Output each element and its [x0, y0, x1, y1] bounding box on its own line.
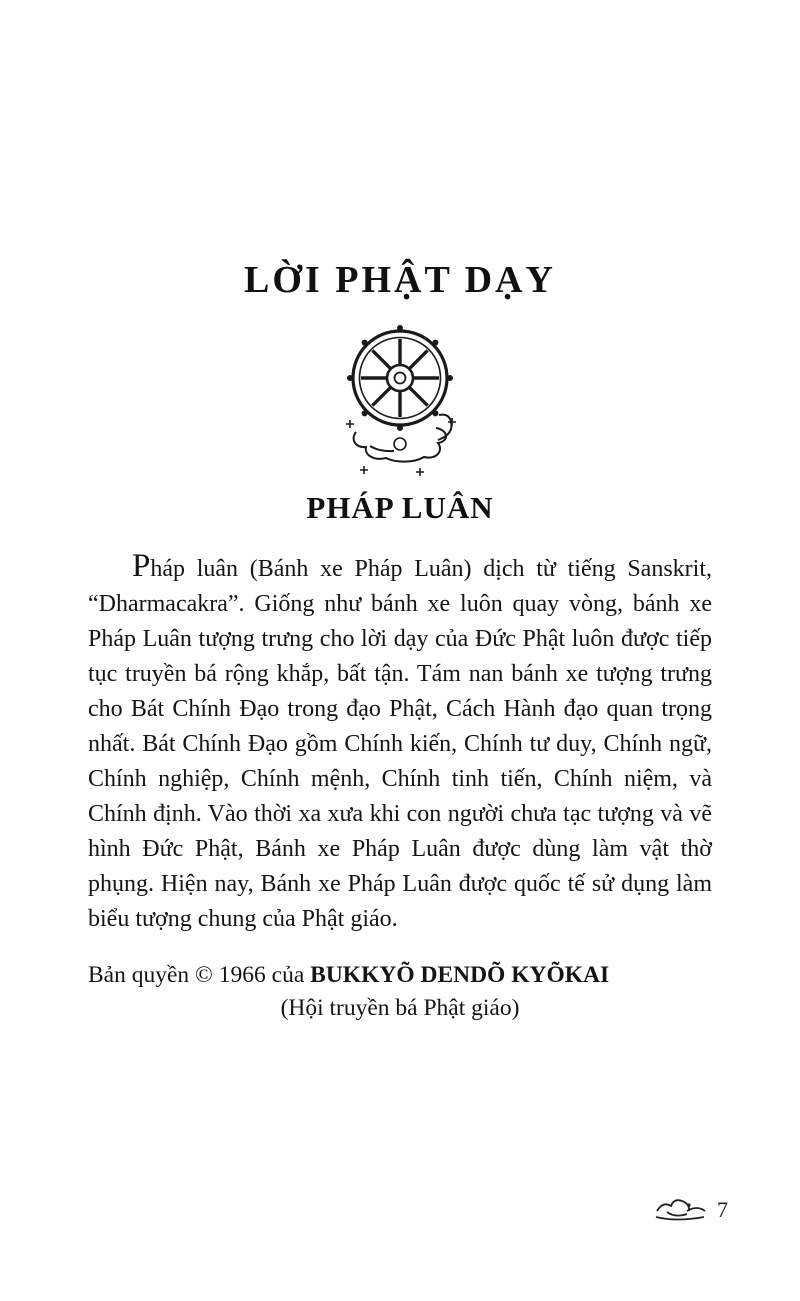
bird-flourish-icon	[653, 1197, 709, 1223]
page-title: LỜI PHẬT DẠY	[244, 259, 556, 301]
copyright-line	[88, 959, 712, 991]
copyright-subline: (Hội truyền bá Phật giáo)	[280, 995, 520, 1021]
copyright-prefix: Bản quyền © 1966 của	[88, 962, 311, 988]
body-paragraph	[88, 548, 712, 937]
page-number: 7	[717, 1197, 728, 1222]
section-heading: PHÁP LUÂN	[306, 490, 494, 525]
copyright-owner: BUKKYÕ DENDÕ KYÕKAI	[310, 962, 610, 988]
dharma-wheel-illustration	[0, 320, 800, 478]
dropcap-initial: P	[132, 548, 151, 584]
page-footer	[653, 1197, 728, 1223]
dharma-wheel-icon	[320, 320, 480, 478]
body-text: háp luân (Bánh xe Pháp Luân) dịch từ tiếng Sanskrit, “Dharmacakra”. Giống như bánh xe luôn quay vòng, bánh xe Pháp Luân tượng trưng cho lời dạy của Đức Phật luôn được tiếp tục truyền bá rộng khắp, bất tận. Tám nan bánh xe tượng trưng cho Bát Chính Đạo trong đạo Phật, Cách Hành đạo quan trọng nhất. Bát Chính Đạo gồm Chính kiến, Chính tư duy, Chính ngữ, Chính nghiệp, Chính mệnh, Chính tinh tiến, Chính niệm, và Chính định. Vào thời xa xưa khi con người chưa tạc tượng và vẽ hình Đức Phật, Bánh xe Pháp Luân được dùng làm vật thờ phụng. Hiện nay, Bánh xe Pháp Luân được quốc tế sử dụng làm biểu tượng chung của Phật giáo.	[88, 556, 712, 932]
